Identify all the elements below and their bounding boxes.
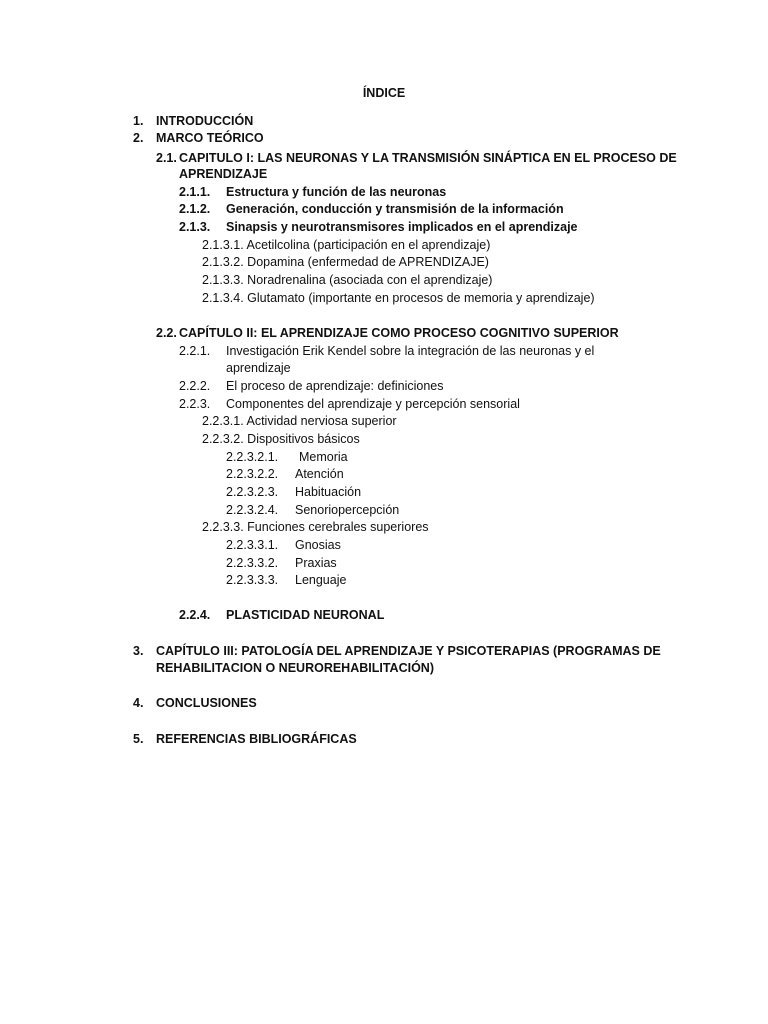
- toc-entry-text: CAPITULO I: LAS NEURONAS Y LA TRANSMISIÓN SINÁPTICA EN EL PROCESO DE: [179, 151, 677, 165]
- toc-entry-text: Habituación: [295, 485, 362, 499]
- toc-entry-number: 2.2.3.3.: [202, 520, 244, 534]
- toc-entry-text: CAPÍTULO III: PATOLOGÍA DEL APRENDIZAJE Y PSICOTERAPIAS (PROGRAMAS DE: [156, 644, 661, 658]
- toc-entry-text: Actividad nerviosa superior: [243, 414, 397, 428]
- toc-entry-number: 1.: [133, 114, 144, 128]
- toc-entry-text: Lenguaje: [295, 573, 347, 587]
- toc-entry-continuation: APRENDIZAJE: [179, 167, 268, 181]
- toc-entry-text: Atención: [295, 467, 344, 481]
- toc-entry-number: 2.2.2.: [179, 379, 211, 393]
- toc-entry-text: Gnosias: [295, 538, 341, 552]
- toc-entry-line: [202, 413, 397, 430]
- toc-entry-text: Noradrenalina (asociada con el aprendizaje): [243, 273, 493, 287]
- toc-entry-line: [202, 431, 360, 448]
- toc-entry-text: Acetilcolina (participación en el aprendizaje): [243, 238, 491, 252]
- toc-entry-number: 2.1.: [156, 151, 177, 165]
- toc-entry-text: Dopamina (enfermedad de APRENDIZAJE): [243, 255, 489, 269]
- toc-entry-line: [202, 237, 490, 254]
- toc-entry-continuation: REHABILITACION O NEUROREHABILITACIÓN): [156, 661, 434, 675]
- toc-entry-number: 2.1.3.4.: [202, 291, 244, 305]
- toc-entry-number: 2.2.3.3.3.: [226, 573, 279, 587]
- toc-entry-number: 2.1.3.3.: [202, 273, 244, 287]
- toc-entry-text: INTRODUCCIÓN: [156, 114, 254, 128]
- toc-entry-text: Investigación Erik Kendel sobre la integración de las neuronas y el: [226, 344, 595, 358]
- toc-entry-text: Praxias: [295, 556, 337, 570]
- toc-entry-text: CAPÍTULO II: EL APRENDIZAJE COMO PROCESO COGNITIVO SUPERIOR: [179, 326, 619, 340]
- toc-entry-text: Sinapsis y neurotransmisores implicados en el aprendizaje: [226, 220, 578, 234]
- toc-entry-number: 2.2.1.: [179, 344, 211, 358]
- toc-entry-number: 2.1.3.: [179, 220, 211, 234]
- toc-entry-number: 2.2.3.2.2.: [226, 467, 279, 481]
- toc-entry-number: 2.1.3.2.: [202, 255, 244, 269]
- toc-entry-number: 2.1.3.1.: [202, 238, 244, 252]
- toc-entry-number: 2.1.2.: [179, 202, 211, 216]
- toc-entry-text: Componentes del aprendizaje y percepción sensorial: [226, 397, 520, 411]
- toc-entry-number: 2.2.3.2.3.: [226, 485, 279, 499]
- toc-entry-line: [202, 290, 595, 307]
- toc-entry-text: Dispositivos básicos: [243, 432, 360, 446]
- toc-entry-number: 3.: [133, 644, 144, 658]
- toc-entry-continuation: aprendizaje: [226, 361, 291, 375]
- toc-entry-text: REFERENCIAS BIBLIOGRÁFICAS: [156, 732, 357, 746]
- toc-entry-number: 2.: [133, 131, 144, 145]
- toc-entry-text: Memoria: [299, 450, 348, 464]
- page-title: ÍNDICE: [362, 86, 406, 100]
- toc-entry-number: 2.2.3.: [179, 397, 211, 411]
- toc-entry-line: [202, 272, 492, 289]
- toc-entry-number: 2.2.3.2.1.: [226, 450, 279, 464]
- toc-entry-number: 2.1.1.: [179, 185, 211, 199]
- toc-entry-line: [202, 254, 489, 271]
- toc-entry-number: 5.: [133, 732, 144, 746]
- toc-entry-text: Glutamato (importante en procesos de memoria y aprendizaje): [243, 291, 595, 305]
- toc-entry-text: MARCO TEÓRICO: [156, 131, 264, 145]
- toc-entry-text: Estructura y función de las neuronas: [226, 185, 447, 199]
- toc-entry-text: CONCLUSIONES: [156, 696, 257, 710]
- toc-entry-number: 2.2.3.3.1.: [226, 538, 279, 552]
- toc-entry-text: Senoriopercepción: [295, 503, 400, 517]
- toc-entry-number: 2.2.3.1.: [202, 414, 244, 428]
- toc-entry-line: [202, 519, 429, 536]
- toc-entry-number: 2.2.3.3.2.: [226, 556, 279, 570]
- toc-entry-text: Funciones cerebrales superiores: [243, 520, 429, 534]
- toc-entry-number: 2.2.: [156, 326, 177, 340]
- toc-entry-number: 4.: [133, 696, 144, 710]
- toc-entry-text: PLASTICIDAD NEURONAL: [226, 608, 385, 622]
- toc-entry-text: Generación, conducción y transmisión de la información: [226, 202, 564, 216]
- toc-entry-number: 2.2.4.: [179, 608, 211, 622]
- toc-entry-number: 2.2.3.2.: [202, 432, 244, 446]
- toc-entry-number: 2.2.3.2.4.: [226, 503, 279, 517]
- toc-entry-text: El proceso de aprendizaje: definiciones: [226, 379, 444, 393]
